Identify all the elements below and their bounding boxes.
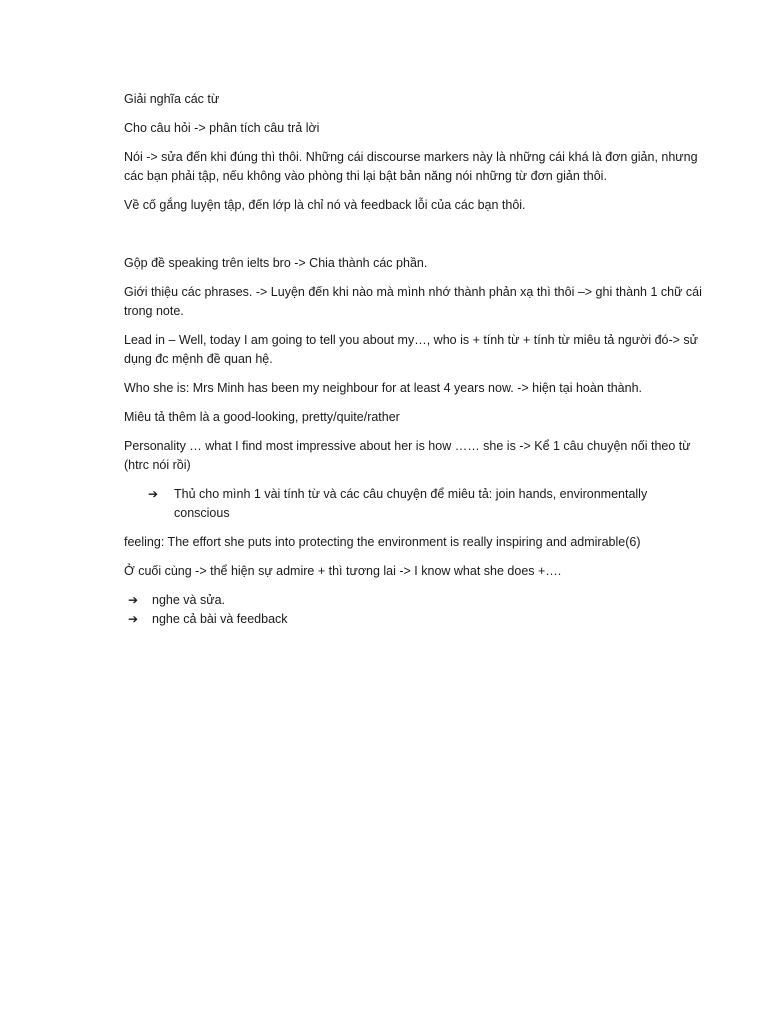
final-bullet-2-text: nghe cả bài và feedback xyxy=(152,612,288,626)
line-2: Cho câu hỏi -> phân tích câu trả lời xyxy=(124,121,320,135)
indented-bullet-text: Thủ cho mình 1 vài tính từ và các câu chuyện để miêu tả: join hands, environmentally conscious xyxy=(174,487,648,520)
line-10: Personality … what I find most impressive about her is how …… she is -> Kể 1 câu chuyện nối theo từ (htrc nói rồi) xyxy=(124,439,691,472)
line-5: Gộp đề speaking trên ielts bro -> Chia thành các phần. xyxy=(124,256,428,270)
line-12: Ở cuối cùng -> thể hiện sự admire + thì tương lai -> I know what she does +…. xyxy=(124,564,562,578)
section-gap xyxy=(124,225,704,254)
line-9: Miêu tả thêm là a good-looking, pretty/quite/rather xyxy=(124,410,400,424)
final-bullet-2 xyxy=(124,610,704,629)
line-6: Giới thiệu các phrases. -> Luyện đến khi nào mà mình nhớ thành phản xạ thì thôi –> ghi thành 1 chữ cái trong note. xyxy=(124,285,702,318)
indented-bullet xyxy=(124,485,704,523)
final-bullet-1 xyxy=(124,591,704,610)
line-1: Giải nghĩa các từ xyxy=(124,92,220,106)
final-bullet-1-text: nghe và sửa. xyxy=(152,593,225,607)
line-4: Về cố gắng luyện tập, đến lớp là chỉ nó và feedback lỗi của các bạn thôi. xyxy=(124,198,526,212)
line-7: Lead in – Well, today I am going to tell you about my…, who is + tính từ + tính từ miêu tả người đó-> sử dụng đc mệnh đề quan hệ. xyxy=(124,333,699,366)
arrow-icon: ➔ xyxy=(128,593,139,607)
line-3: Nói -> sửa đến khi đúng thì thôi. Những cái discourse markers này là những cái khá là đơn giản, nhưng các bạn phải tập, nếu không vào phòng thi lại bật bản năng nói những từ đơn giản thôi. xyxy=(124,150,698,183)
line-11: feeling: The effort she puts into protecting the environment is really inspiring and admirable(6) xyxy=(124,535,641,549)
line-8: Who she is: Mrs Minh has been my neighbour for at least 4 years now. -> hiện tại hoàn thành. xyxy=(124,381,642,395)
arrow-icon: ➔ xyxy=(148,487,159,501)
document-page xyxy=(124,90,704,629)
arrow-icon: ➔ xyxy=(128,612,139,626)
